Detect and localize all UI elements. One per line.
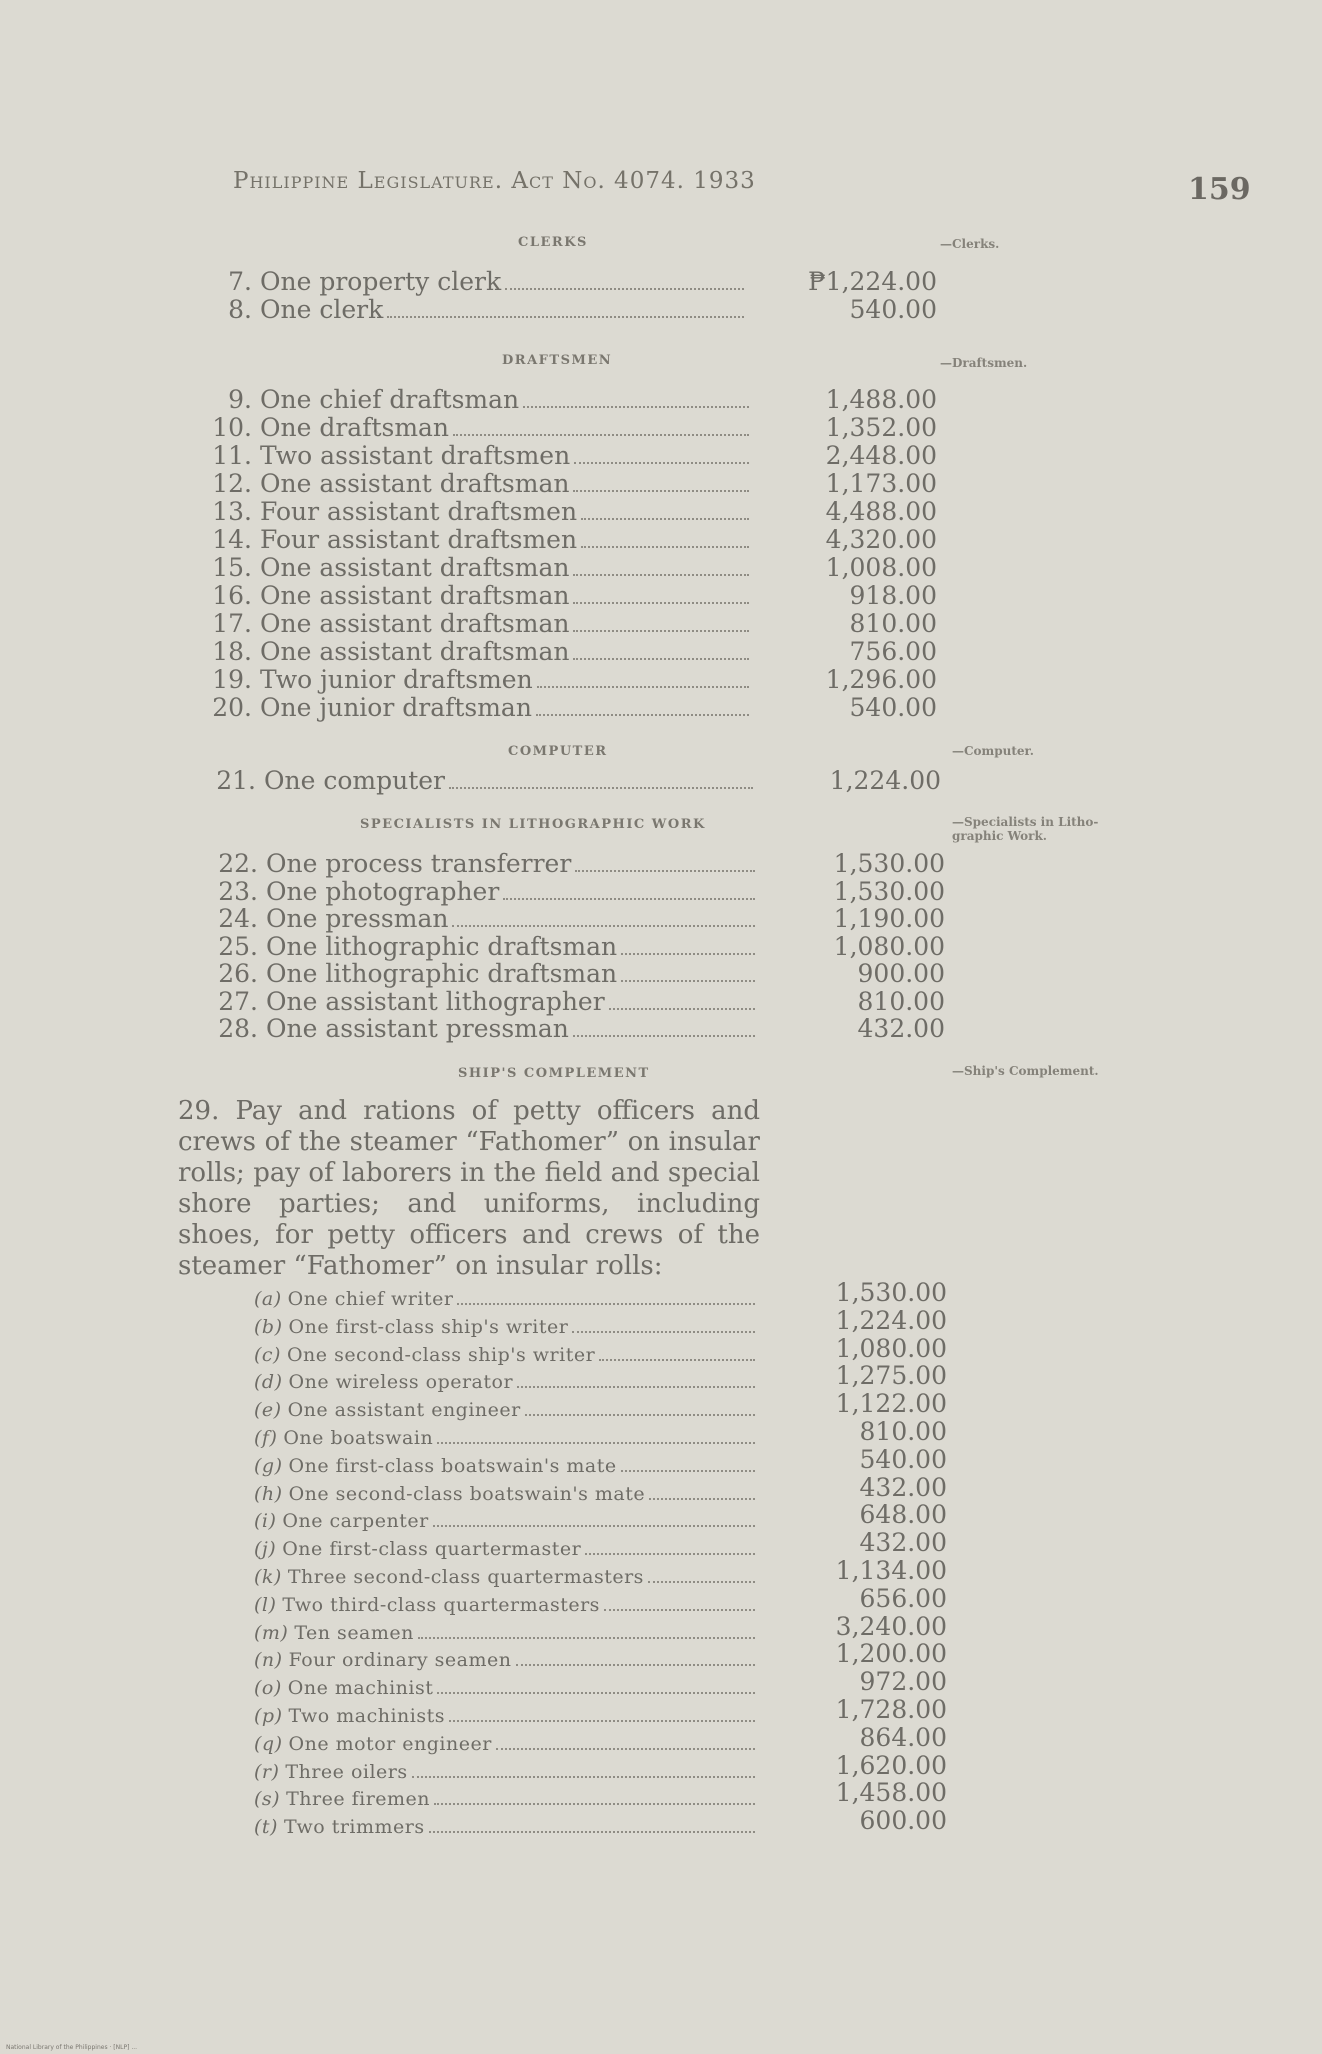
section-heading-clerks: CLERKS [518,235,588,250]
leader-dots [418,1636,755,1639]
line-item [208,554,753,582]
leader-dots [573,489,749,492]
sub-item-amount: 1,134.00 [835,1556,947,1585]
sub-item-label: One motor engineer [288,1732,492,1755]
leader-dots [503,897,755,900]
sub-item-amount: 540.00 [859,1444,947,1474]
leader-dots [434,1802,755,1805]
item-amount: 810.00 [857,986,945,1016]
sub-item-letter: (s) [254,1788,281,1811]
leader-dots [433,1524,755,1527]
line-item [208,610,753,638]
sub-item-letter: (d) [254,1371,283,1394]
item-amount: 1,530.00 [833,849,945,878]
sub-item-letter: (o) [254,1677,282,1700]
running-head: Philippine Legislature. Act No. 4074. 1933 [233,168,756,194]
sub-item-label: One first-class ship's writer [288,1315,569,1338]
leader-dots [581,545,749,548]
line-item [214,905,759,933]
sub-item [254,1787,759,1811]
item-number: 7. [228,267,252,296]
sub-item-letter: (m) [254,1621,289,1644]
item-number: 8. [228,295,252,324]
sub-item-label: Three oilers [285,1760,408,1783]
sub-item-label: One carpenter [282,1510,429,1533]
item-number: 18. [212,637,252,666]
sub-item [254,1398,759,1422]
item-label: One assistant draftsman [260,581,570,610]
item-number: 15. [212,553,252,582]
item-number: 11. [212,441,252,470]
item-label: One photographer [266,876,500,906]
leader-dots [505,287,744,290]
sub-item-letter: (p) [254,1705,283,1727]
item-label: One property clerk [260,267,502,296]
item-amount: 1,530.00 [833,876,945,906]
item-label: One assistant draftsman [260,637,570,666]
item-amount: 540.00 [849,693,937,722]
sub-item-letter: (c) [254,1343,281,1366]
item-amount: 1,296.00 [825,665,937,694]
section-heading-ships-complement: SHIP'S COMPLEMENT [458,1066,650,1081]
line-item [212,767,757,795]
sub-item-amount: 3,240.00 [835,1611,947,1641]
line-item [214,988,759,1016]
item-amount: 1,173.00 [825,469,937,498]
item-label: One assistant pressman [266,1014,569,1043]
leader-dots [621,1469,755,1472]
item-label: One lithographic draftsman [266,931,618,961]
section-heading-lithographic: SPECIALISTS IN LITHOGRAPHIC WORK [360,817,706,832]
sub-item-amount: 648.00 [859,1500,947,1530]
item-label: Four assistant draftsmen [260,497,578,526]
leader-dots [573,573,749,576]
sub-item-label: Ten seamen [294,1621,414,1644]
leader-dots [604,1608,755,1611]
sub-item-label: Two machinists [288,1705,445,1727]
leader-dots [574,461,749,464]
item-number: 21. [216,766,256,795]
sub-item [254,1676,759,1700]
line-item [208,470,753,498]
item-amount: 1,008.00 [825,553,937,582]
sub-item-label: One boatswain [283,1427,434,1449]
line-item [208,268,748,296]
item-label: One process transferrer [266,849,572,878]
sub-item [254,1815,759,1839]
sub-item-amount: 432.00 [859,1528,947,1558]
leader-dots [412,1775,755,1778]
sub-item-letter: (b) [254,1315,283,1338]
item-number: 16. [212,581,252,610]
item-number: 20. [212,693,252,722]
leader-dots [572,1330,755,1333]
item-amount: 900.00 [857,959,945,988]
item-label: One assistant draftsman [260,609,570,638]
sub-item-label: One machinist [287,1677,434,1700]
item-label: One assistant draftsman [260,469,570,498]
margin-note-clerks: —Clerks. [940,237,1000,251]
margin-note-lithographic-1: —Specialists in Litho- [952,815,1099,829]
leader-dots [437,1691,755,1694]
line-item [208,694,753,722]
sub-item [254,1621,759,1645]
sub-item [254,1509,759,1533]
margin-note-ships-complement: —Ship's Complement. [952,1064,1099,1078]
sub-item-label: Three second-class quartermasters [287,1566,644,1588]
item-number: 12. [212,469,252,498]
sub-item-letter: (e) [254,1399,282,1422]
item-number: 28. [218,1014,258,1043]
sub-item-letter: (g) [254,1454,283,1477]
sub-item [254,1760,759,1784]
item-amount: 4,320.00 [825,525,937,554]
sub-item-amount: 600.00 [859,1806,947,1836]
item-number: 10. [212,413,252,442]
margin-note-draftsmen: —Draftsmen. [940,356,1028,370]
leader-dots [449,786,753,789]
line-item [214,1015,759,1043]
item-amount: ₱1,224.00 [808,267,937,296]
item-amount: 810.00 [849,609,937,638]
sub-item-label: One assistant engineer [287,1399,521,1422]
item-amount: 1,190.00 [833,904,945,933]
item-label: One draftsman [260,413,450,442]
leader-dots [621,952,755,955]
sub-item-amount: 432.00 [859,1472,947,1502]
sub-item-letter: (r) [254,1760,280,1783]
line-item [208,296,748,324]
sub-item-label: One first-class boatswain's mate [288,1454,617,1477]
sub-item [254,1426,759,1450]
item-number: 19. [212,665,252,694]
sub-item [254,1732,759,1756]
item-label: One lithographic draftsman [266,959,618,988]
leader-dots [387,315,744,318]
sub-item-label: One wireless operator [288,1371,514,1394]
line-item [214,850,759,878]
item-amount: 540.00 [849,295,937,324]
line-item [208,386,753,414]
sub-item [254,1704,759,1728]
sub-item [254,1287,759,1311]
leader-dots [536,713,749,716]
leader-dots [429,1830,755,1833]
item-number: 26. [218,959,258,988]
line-item [214,933,759,961]
sub-item-label: Two third-class quartermasters [282,1593,600,1616]
leader-dots [599,1358,755,1361]
section-heading-draftsmen: DRAFTSMEN [502,353,613,368]
item-number: 17. [212,609,252,638]
line-item [208,526,753,554]
sub-item-amount: 1,728.00 [835,1695,947,1724]
sub-item-letter: (l) [254,1593,277,1616]
sub-item-letter: (i) [254,1510,277,1533]
item-amount: 1,352.00 [825,413,937,442]
item-number: 9. [228,385,252,414]
item-amount: 918.00 [849,581,937,610]
sub-item-amount: 1,620.00 [835,1750,947,1780]
sub-item-letter: (j) [254,1538,277,1561]
footer-credit: National Library of the Philippines · [NLP] ... [6,2044,138,2051]
leader-dots [496,1747,755,1750]
item-label: One chief draftsman [260,385,520,414]
page-number: 159 [1188,172,1251,207]
item-label: One computer [264,766,445,795]
sub-item [254,1482,759,1506]
leader-dots [457,1302,755,1305]
item-amount: 756.00 [849,637,937,666]
margin-note-computer: —Computer. [952,744,1034,758]
sub-item-amount: 1,458.00 [835,1778,947,1808]
sub-item-amount: 656.00 [859,1583,947,1613]
line-item [208,498,753,526]
sub-item-label: One second-class boatswain's mate [288,1482,646,1505]
leader-dots [517,1385,755,1388]
item-label: One pressman [266,904,449,933]
sub-item-letter: (n) [254,1649,283,1672]
line-item [208,666,753,694]
sub-item-amount: 972.00 [859,1667,947,1697]
item-amount: 432.00 [857,1014,945,1043]
sub-item [254,1370,759,1394]
sub-item-amount: 1,224.00 [835,1305,947,1335]
leader-dots [449,1719,755,1722]
line-item [214,878,759,906]
margin-note-lithographic-2: graphic Work. [952,829,1047,843]
sub-item-amount: 1,200.00 [835,1639,947,1669]
item-amount: 1,080.00 [833,931,945,961]
sub-item-amount: 1,122.00 [835,1389,947,1419]
item-label: Four assistant draftsmen [260,525,578,554]
line-item [208,414,753,442]
item-number: 27. [218,986,258,1016]
line-item [208,582,753,610]
sub-item-letter: (q) [254,1732,283,1755]
sub-item [254,1454,759,1478]
sub-item [254,1537,759,1561]
line-item [208,442,753,470]
item-amount: 1,224.00 [829,766,941,795]
sub-item [254,1648,759,1672]
item-label: Two junior draftsmen [260,665,533,694]
sub-item-amount: 1,080.00 [835,1333,947,1363]
leader-dots [573,657,749,660]
sub-item [254,1315,759,1339]
item-label: One assistant draftsman [260,553,570,582]
leader-dots [621,979,755,982]
line-item [208,638,753,666]
sub-item-letter: (h) [254,1482,283,1505]
leader-dots [523,405,749,408]
leader-dots [648,1580,755,1583]
item-29-paragraph: 29. Pay and rations of petty officers and crews of the steamer “Fathomer” on insular rolls; pay of laborers in the field and special shore parties; and uniforms, including shoes, for petty officers and crews of the steamer “Fathomer” on insular rolls: [178,1096,760,1281]
sub-item-label: Four ordinary seamen [288,1649,512,1672]
item-number: 23. [218,876,258,906]
sub-item [254,1343,759,1367]
sub-item-amount: 1,275.00 [835,1361,947,1391]
item-label: One assistant lithographer [266,986,605,1016]
item-label: One clerk [260,295,384,324]
leader-dots [609,1007,755,1010]
leader-dots [585,1552,755,1555]
sub-item-amount: 1,530.00 [835,1278,947,1307]
sub-item-letter: (k) [254,1566,282,1588]
leader-dots [649,1497,755,1500]
leader-dots [453,433,749,436]
sub-item-amount: 864.00 [859,1722,947,1752]
sub-item-label: One first-class quartermaster [282,1538,582,1561]
leader-dots [581,517,749,520]
sub-item-label: One second-class ship's writer [286,1343,596,1366]
sub-item-label: One chief writer [287,1288,454,1310]
leader-dots [537,685,749,688]
item-number: 13. [212,497,252,526]
sub-item-label: Two trimmers [283,1816,425,1839]
item-amount: 2,448.00 [825,441,937,470]
leader-dots [516,1663,755,1666]
leader-dots [573,629,749,632]
item-amount: 4,488.00 [825,497,937,526]
item-amount: 1,488.00 [825,385,937,414]
sub-item [254,1565,759,1589]
leader-dots [573,1034,755,1037]
item-number: 25. [218,931,258,961]
leader-dots [437,1441,755,1444]
leader-dots [525,1413,755,1416]
section-heading-computer: COMPUTER [508,744,608,759]
leader-dots [573,601,749,604]
item-number: 22. [218,849,258,878]
leader-dots [575,869,755,872]
item-number: 14. [212,525,252,554]
item-label: One junior draftsman [260,693,532,722]
sub-item-letter: (f) [254,1427,278,1449]
sub-item-label: Three firemen [286,1788,431,1811]
item-number: 24. [218,904,258,933]
sub-item-amount: 810.00 [859,1417,947,1446]
line-item [214,960,759,988]
leader-dots [452,924,755,927]
sub-item-letter: (t) [254,1816,278,1839]
sub-item [254,1593,759,1617]
sub-item-letter: (a) [254,1288,282,1310]
item-label: Two assistant draftsmen [260,441,571,470]
